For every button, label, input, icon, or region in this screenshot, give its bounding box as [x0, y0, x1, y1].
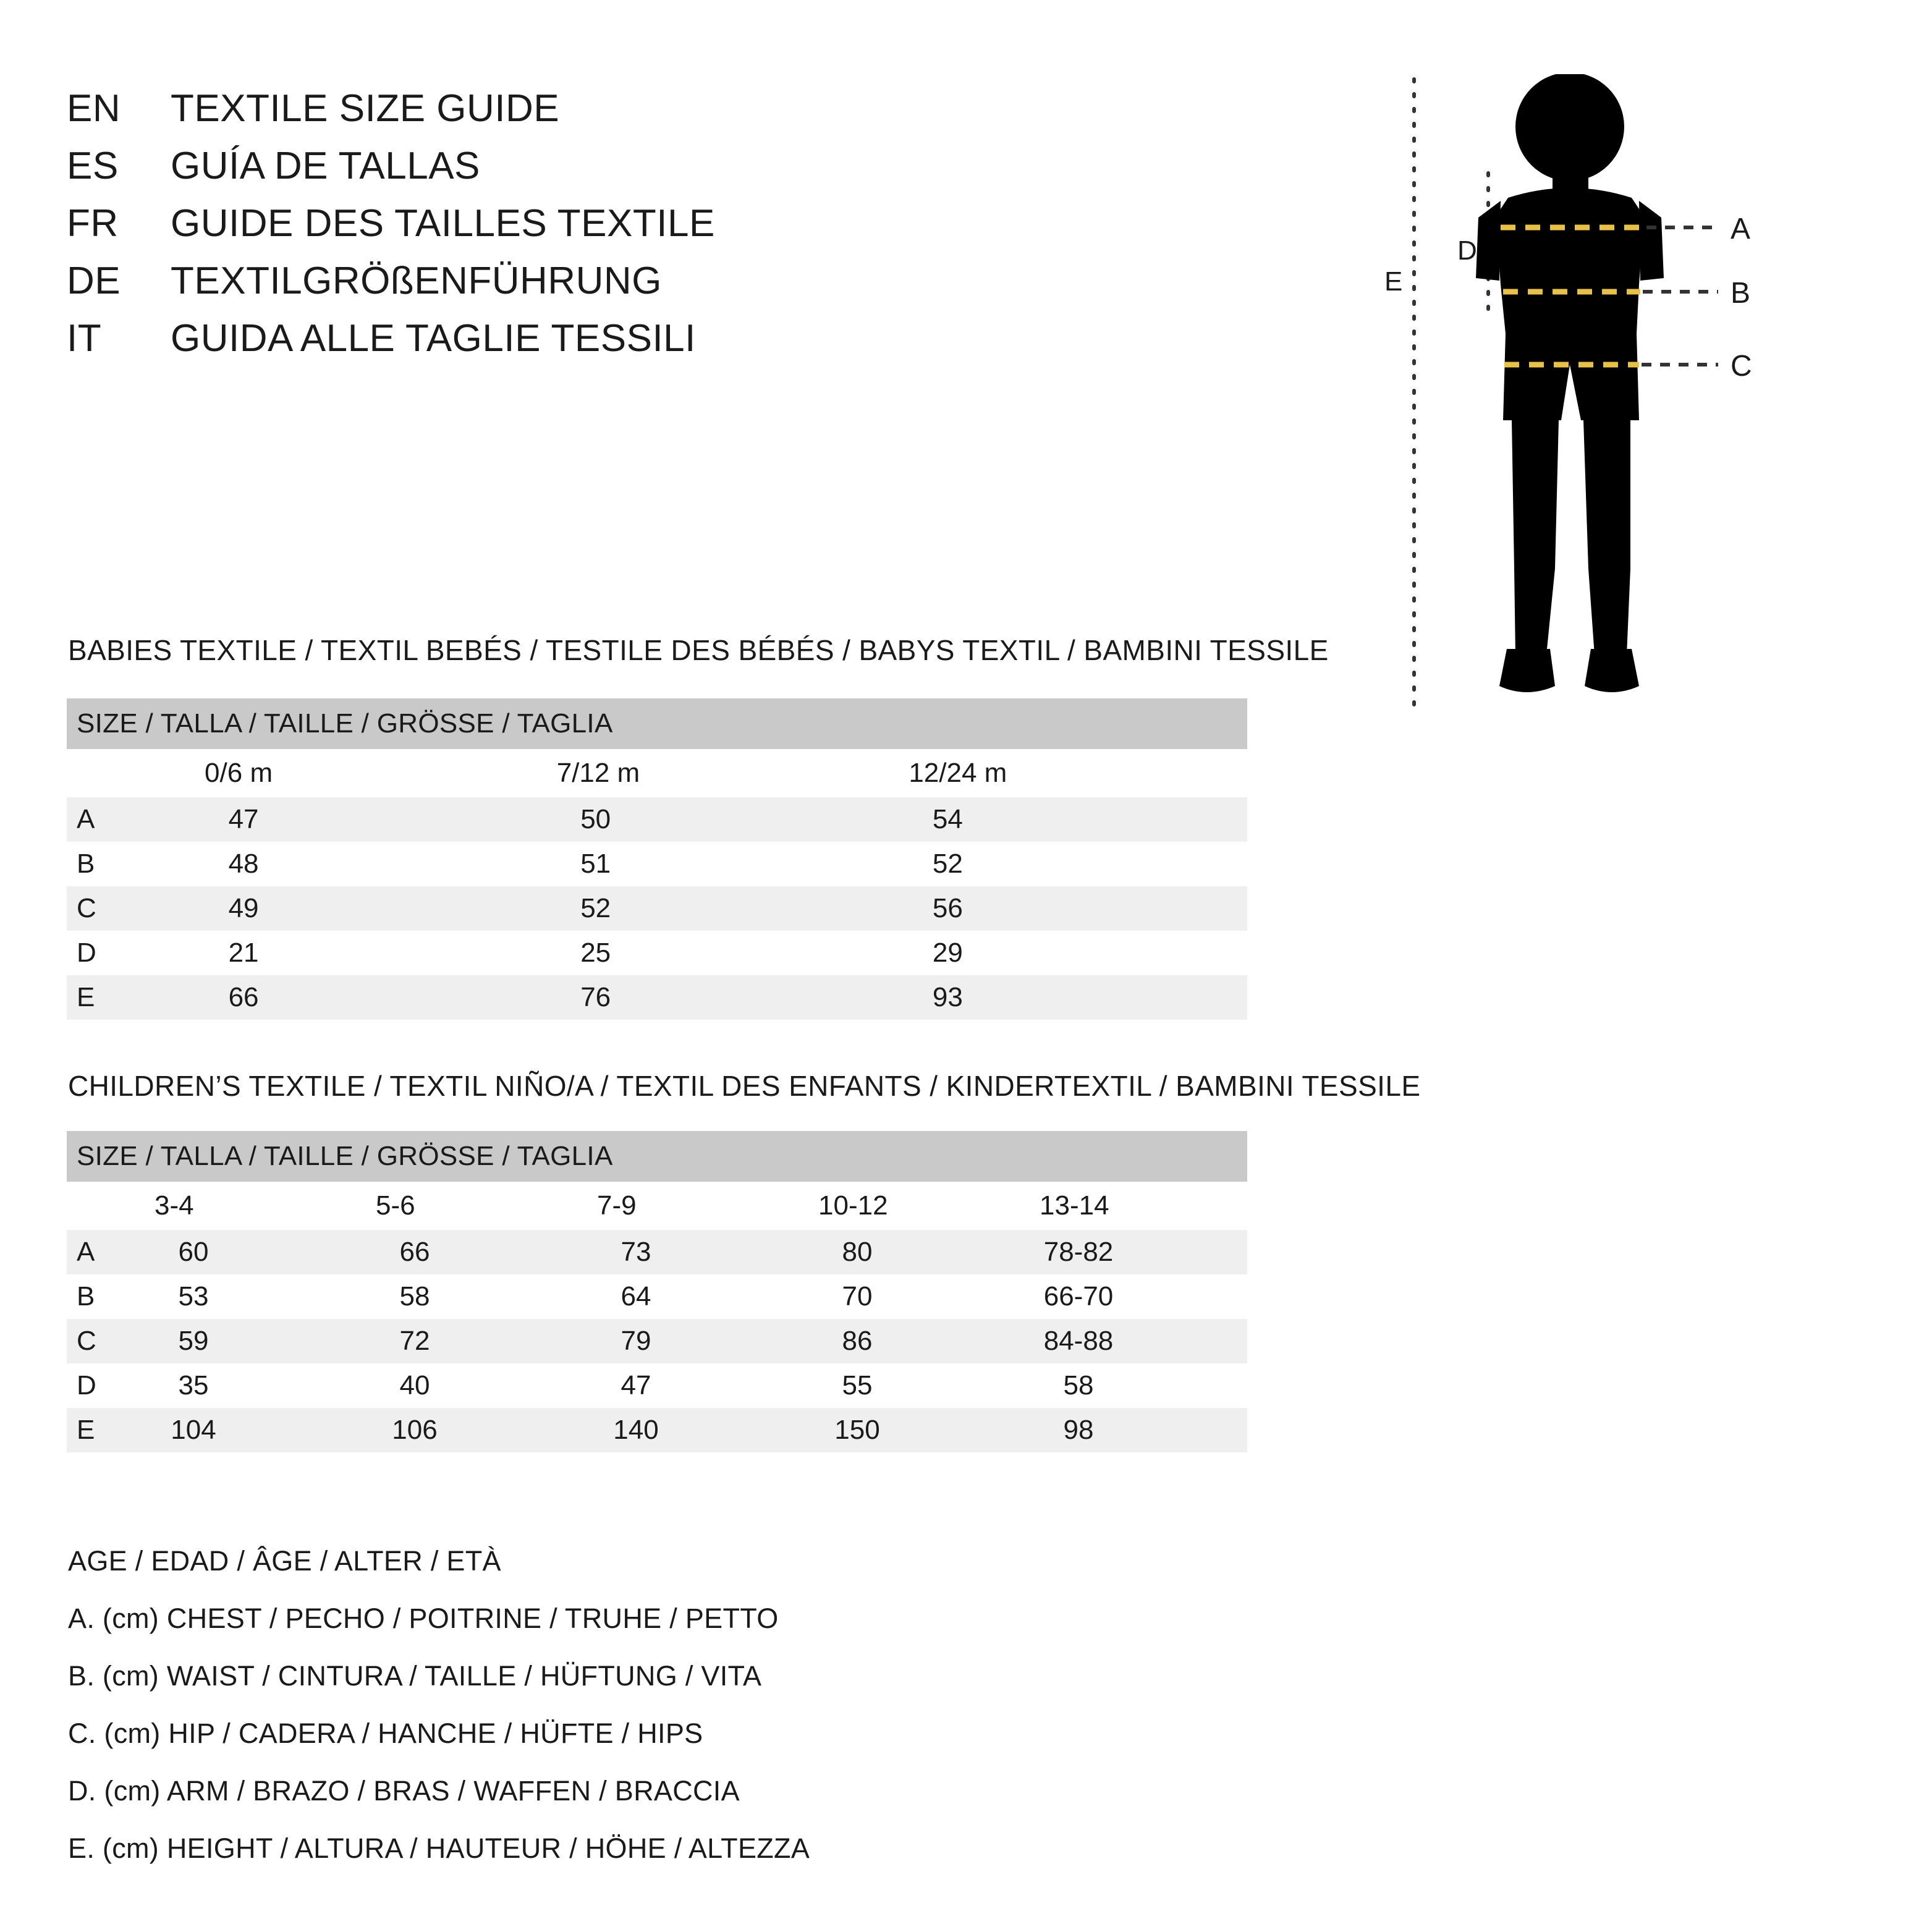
column-header-label: 10-12: [818, 1190, 888, 1221]
row-label: C: [67, 886, 191, 931]
table-cell: [543, 975, 896, 1020]
cell-value: 80: [842, 1237, 873, 1267]
table-row: [67, 886, 1247, 931]
marker-label-e: E: [1384, 266, 1403, 297]
table-cell: [543, 842, 896, 886]
children-size-table: [67, 1131, 1247, 1452]
title-lang-es: ES: [67, 145, 119, 187]
silhouette-leg-left: [1512, 420, 1559, 655]
cell-value: 78-82: [1043, 1237, 1114, 1267]
cell-value: 58: [399, 1281, 430, 1311]
column-header: [895, 749, 1247, 797]
cell-value: 29: [932, 938, 963, 968]
table-cell: [895, 886, 1247, 931]
table-cell: [191, 797, 543, 842]
table-cell: [543, 886, 896, 931]
cell-value: 47: [621, 1370, 651, 1400]
table-cell: [583, 1274, 805, 1319]
title-text-en: TEXTILE SIZE GUIDE: [171, 87, 560, 130]
row-label: D: [67, 1363, 141, 1408]
cell-value: 47: [228, 804, 259, 834]
empty-corner-cell: [67, 749, 191, 797]
cell-value: 54: [932, 804, 963, 834]
table-cell: [191, 886, 543, 931]
legend-line-hip: C. (cm) HIP / CADERA / HANCHE / HÜFTE / HIPS: [68, 1718, 703, 1749]
table-cell: [583, 1408, 805, 1452]
table-cell: [362, 1319, 583, 1363]
silhouette-shirt: [1496, 188, 1644, 334]
legend-line-height: E. (cm) HEIGHT / ALTURA / HAUTEUR / HÖHE / ALTEZZA: [68, 1832, 810, 1864]
table-header-row: [67, 1131, 1247, 1182]
cell-value: 53: [178, 1281, 209, 1311]
table-cell: [1026, 1230, 1247, 1274]
title-lang-en: EN: [67, 87, 121, 130]
table-cell: [1026, 1408, 1247, 1452]
table-cell: [141, 1274, 362, 1319]
cell-value: 150: [834, 1415, 880, 1445]
table-cell: [543, 931, 896, 975]
marker-label-a: A: [1731, 213, 1751, 245]
table-row: [67, 797, 1247, 842]
table-row: [67, 1408, 1247, 1452]
cell-value: 25: [580, 938, 611, 968]
table-row: [67, 1319, 1247, 1363]
table-cell: [1026, 1274, 1247, 1319]
cell-value: 66: [228, 982, 259, 1012]
silhouette-shoe-left: [1499, 649, 1555, 692]
silhouette-head: [1515, 74, 1624, 181]
title-lang-fr: FR: [67, 202, 119, 245]
title-row-it: [67, 316, 1117, 360]
measurement-legend: [68, 1545, 1428, 1890]
silhouette-sleeve-right: [1639, 201, 1664, 281]
column-header-label: 12/24 m: [909, 758, 1007, 788]
cell-value: 55: [842, 1370, 873, 1400]
table-cell: [191, 842, 543, 886]
cell-value: 104: [171, 1415, 216, 1445]
silhouette-shorts: [1503, 334, 1639, 420]
table-cell: [1026, 1363, 1247, 1408]
row-label: A: [67, 1230, 141, 1274]
silhouette-neck: [1553, 167, 1588, 192]
table-row: [67, 975, 1247, 1020]
cell-value: 70: [842, 1281, 873, 1311]
children-section-header: CHILDREN’S TEXTILE / TEXTIL NIÑO/A / TEXTIL DES ENFANTS / KINDERTEXTIL / BAMBINI TESSILE: [68, 1070, 1421, 1102]
row-label: D: [67, 931, 191, 975]
title-lang-de: DE: [67, 260, 121, 302]
table-cell: [141, 1363, 362, 1408]
silhouette-leg-right: [1583, 420, 1630, 655]
cell-value: 40: [399, 1370, 430, 1400]
cell-value: 49: [228, 893, 259, 923]
column-header: [805, 1182, 1026, 1230]
column-header: [543, 749, 896, 797]
table-cell: [805, 1363, 1026, 1408]
title-text-es: GUÍA DE TALLAS: [171, 145, 480, 187]
row-label: A: [67, 797, 191, 842]
cell-value: 66: [399, 1237, 430, 1267]
table-cell: [805, 1274, 1026, 1319]
cell-value: 106: [392, 1415, 438, 1445]
cell-value: 84-88: [1043, 1326, 1114, 1356]
legend-line-age: AGE / EDAD / ÂGE / ALTER / ETÀ: [68, 1545, 501, 1577]
table-row: [67, 842, 1247, 886]
cell-value: 98: [1063, 1415, 1094, 1445]
cell-value: 73: [621, 1237, 651, 1267]
table-cell: [362, 1363, 583, 1408]
marker-label-c: C: [1731, 350, 1752, 383]
table-cell: [895, 797, 1247, 842]
title-text-fr: GUIDE DES TAILLES TEXTILE: [171, 202, 715, 245]
title-row-de: [67, 259, 1117, 303]
babies-table-header: SIZE / TALLA / TAILLE / GRÖSSE / TAGLIA: [67, 698, 1247, 749]
babies-size-table: [67, 698, 1247, 1020]
cell-value: 64: [621, 1281, 651, 1311]
column-header-label: 7/12 m: [556, 758, 640, 788]
table-cell: [805, 1319, 1026, 1363]
cell-value: 76: [580, 982, 611, 1012]
table-row: [67, 1363, 1247, 1408]
table-cell: [191, 975, 543, 1020]
table-cell: [362, 1274, 583, 1319]
table-cell: [191, 931, 543, 975]
cell-value: 52: [580, 893, 611, 923]
table-column-row: [67, 749, 1247, 797]
cell-value: 66-70: [1043, 1281, 1114, 1311]
cell-value: 86: [842, 1326, 873, 1356]
title-block: [67, 87, 1117, 374]
column-header: [141, 1182, 362, 1230]
legend-line-waist: B. (cm) WAIST / CINTURA / TAILLE / HÜFTUNG / VITA: [68, 1660, 762, 1692]
row-label: B: [67, 1274, 141, 1319]
column-header-label: 5-6: [376, 1190, 415, 1221]
table-cell: [362, 1408, 583, 1452]
cell-value: 59: [178, 1326, 209, 1356]
table-cell: [805, 1408, 1026, 1452]
row-label: E: [67, 1408, 141, 1452]
table-cell: [583, 1230, 805, 1274]
table-cell: [141, 1230, 362, 1274]
babies-section-header: BABIES TEXTILE / TEXTIL BEBÉS / TESTILE DES BÉBÉS / BABYS TEXTIL / BAMBINI TESSILE: [68, 634, 1329, 666]
cell-value: 72: [399, 1326, 430, 1356]
title-row-es: [67, 144, 1117, 188]
measurement-figure: [1384, 74, 1842, 766]
table-cell: [895, 931, 1247, 975]
cell-value: 48: [228, 849, 259, 879]
table-row: [67, 1230, 1247, 1274]
table-cell: [141, 1408, 362, 1452]
row-label: C: [67, 1319, 141, 1363]
title-text-de: TEXTILGRÖßENFÜHRUNG: [171, 260, 662, 302]
row-label: E: [67, 975, 191, 1020]
marker-label-b: B: [1731, 277, 1751, 310]
table-cell: [543, 797, 896, 842]
cell-value: 60: [178, 1237, 209, 1267]
title-row-en: [67, 87, 1117, 130]
column-header: [191, 749, 543, 797]
column-header-label: 13-14: [1040, 1190, 1109, 1221]
row-label: B: [67, 842, 191, 886]
title-text-it: GUIDA ALLE TAGLIE TESSILI: [171, 317, 696, 360]
column-header: [583, 1182, 805, 1230]
silhouette-sleeve-left: [1476, 201, 1501, 281]
column-header: [1026, 1182, 1247, 1230]
table-cell: [895, 842, 1247, 886]
marker-label-d: D: [1457, 235, 1477, 266]
legend-line-chest: A. (cm) CHEST / PECHO / POITRINE / TRUHE / PETTO: [68, 1603, 779, 1634]
table-cell: [362, 1230, 583, 1274]
cell-value: 52: [932, 849, 963, 879]
silhouette-shoe-right: [1585, 649, 1639, 692]
column-header-label: 0/6 m: [205, 758, 273, 788]
title-lang-it: IT: [67, 317, 102, 360]
cell-value: 58: [1063, 1370, 1094, 1400]
table-cell: [583, 1319, 805, 1363]
empty-corner-cell: [67, 1182, 141, 1230]
table-cell: [1026, 1319, 1247, 1363]
table-column-row: [67, 1182, 1247, 1230]
cell-value: 56: [932, 893, 963, 923]
legend-line-arm: D. (cm) ARM / BRAZO / BRAS / WAFFEN / BRACCIA: [68, 1775, 740, 1807]
cell-value: 21: [228, 938, 259, 968]
table-cell: [583, 1363, 805, 1408]
table-cell: [141, 1319, 362, 1363]
children-table-header: SIZE / TALLA / TAILLE / GRÖSSE / TAGLIA: [67, 1131, 1247, 1182]
table-header-row: [67, 698, 1247, 749]
column-header: [362, 1182, 583, 1230]
table-cell: [805, 1230, 1026, 1274]
cell-value: 93: [932, 982, 963, 1012]
cell-value: 140: [613, 1415, 659, 1445]
cell-value: 50: [580, 804, 611, 834]
table-row: [67, 1274, 1247, 1319]
column-header-label: 3-4: [155, 1190, 194, 1221]
cell-value: 79: [621, 1326, 651, 1356]
title-row-fr: [67, 201, 1117, 245]
column-header-label: 7-9: [597, 1190, 637, 1221]
table-cell: [895, 975, 1247, 1020]
cell-value: 35: [178, 1370, 209, 1400]
table-row: [67, 931, 1247, 975]
cell-value: 51: [580, 849, 611, 879]
